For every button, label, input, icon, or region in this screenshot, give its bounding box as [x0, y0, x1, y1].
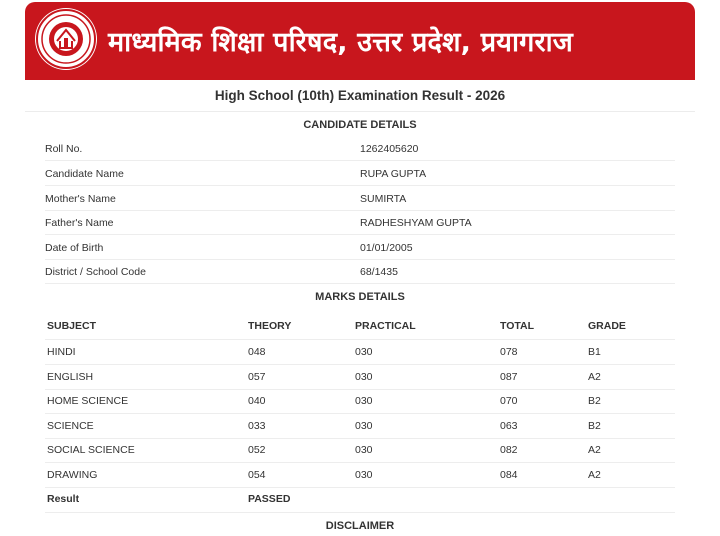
row-divider	[45, 462, 675, 463]
grade-cell: A2	[588, 370, 601, 383]
row-divider	[45, 283, 675, 284]
practical-cell: 030	[355, 419, 373, 432]
row-divider	[45, 364, 675, 365]
theory-cell: 033	[248, 419, 266, 432]
row-divider	[45, 438, 675, 439]
row-divider	[45, 210, 675, 211]
header-banner	[25, 2, 695, 80]
grade-cell: B2	[588, 419, 601, 432]
result-divider	[45, 512, 675, 513]
row-divider	[45, 185, 675, 186]
candidate-value: SUMIRTA	[360, 193, 407, 205]
candidate-value: 1262405620	[360, 143, 419, 155]
grade-cell: B2	[588, 395, 601, 407]
theory-cell: 057	[248, 370, 266, 383]
grade-cell: A2	[588, 468, 601, 481]
header-divider	[45, 339, 675, 340]
board-title: माध्यमिक शिक्षा परिषद, उत्तर प्रदेश, प्रयागराज	[108, 27, 574, 58]
subject-cell: DRAWING	[47, 468, 98, 481]
row-divider	[45, 487, 675, 488]
subject-cell: ENGLISH	[47, 370, 94, 383]
disclaimer-title: DISCLAIMER	[325, 520, 395, 532]
title-divider	[25, 111, 695, 112]
subject-cell: HOME SCIENCE	[47, 395, 129, 407]
header-grade: GRADE	[588, 320, 626, 332]
practical-cell: 030	[355, 444, 373, 456]
board-logo-icon	[35, 8, 97, 70]
row-divider	[45, 389, 675, 390]
total-cell: 078	[500, 346, 518, 358]
theory-cell: 040	[248, 395, 266, 407]
marks-section-title: MARKS DETAILS	[315, 291, 405, 303]
subject-cell: SOCIAL SCIENCE	[47, 444, 135, 456]
total-cell: 087	[500, 370, 518, 383]
candidate-label: Father's Name	[45, 217, 114, 229]
theory-cell: 048	[248, 346, 266, 358]
candidate-label: Candidate Name	[45, 168, 124, 180]
total-cell: 070	[500, 395, 518, 407]
page-title: High School (10th) Examination Result - 2026	[214, 88, 506, 103]
subject-cell: SCIENCE	[47, 419, 94, 432]
theory-cell: 054	[248, 468, 266, 481]
header-total: TOTAL	[500, 320, 535, 332]
header-theory: THEORY	[248, 320, 292, 332]
row-divider	[45, 234, 675, 235]
total-cell: 082	[500, 444, 518, 456]
candidate-label: District / School Code	[45, 266, 146, 278]
header-subject: SUBJECT	[47, 320, 97, 332]
result-value: PASSED	[248, 493, 291, 505]
row-divider	[45, 413, 675, 414]
candidate-value: 01/01/2005	[360, 242, 413, 254]
grade-cell: A2	[588, 444, 601, 456]
result-label: Result	[47, 493, 80, 505]
grade-cell: B1	[588, 346, 601, 358]
row-divider	[45, 160, 675, 161]
candidate-label: Mother's Name	[45, 193, 116, 205]
total-cell: 063	[500, 419, 518, 432]
candidate-section-title: CANDIDATE DETAILS	[303, 119, 417, 131]
row-divider	[45, 259, 675, 260]
subject-cell: HINDI	[47, 346, 76, 358]
candidate-value: 68/1435	[360, 266, 398, 278]
header-practical: PRACTICAL	[355, 320, 416, 332]
candidate-value: RADHESHYAM GUPTA	[360, 217, 472, 229]
total-cell: 084	[500, 468, 518, 481]
practical-cell: 030	[355, 395, 373, 407]
practical-cell: 030	[355, 468, 373, 481]
practical-cell: 030	[355, 346, 373, 358]
candidate-label: Date of Birth	[45, 242, 104, 254]
candidate-label: Roll No.	[45, 143, 83, 155]
practical-cell: 030	[355, 370, 373, 383]
candidate-value: RUPA GUPTA	[360, 168, 427, 180]
theory-cell: 052	[248, 444, 266, 456]
